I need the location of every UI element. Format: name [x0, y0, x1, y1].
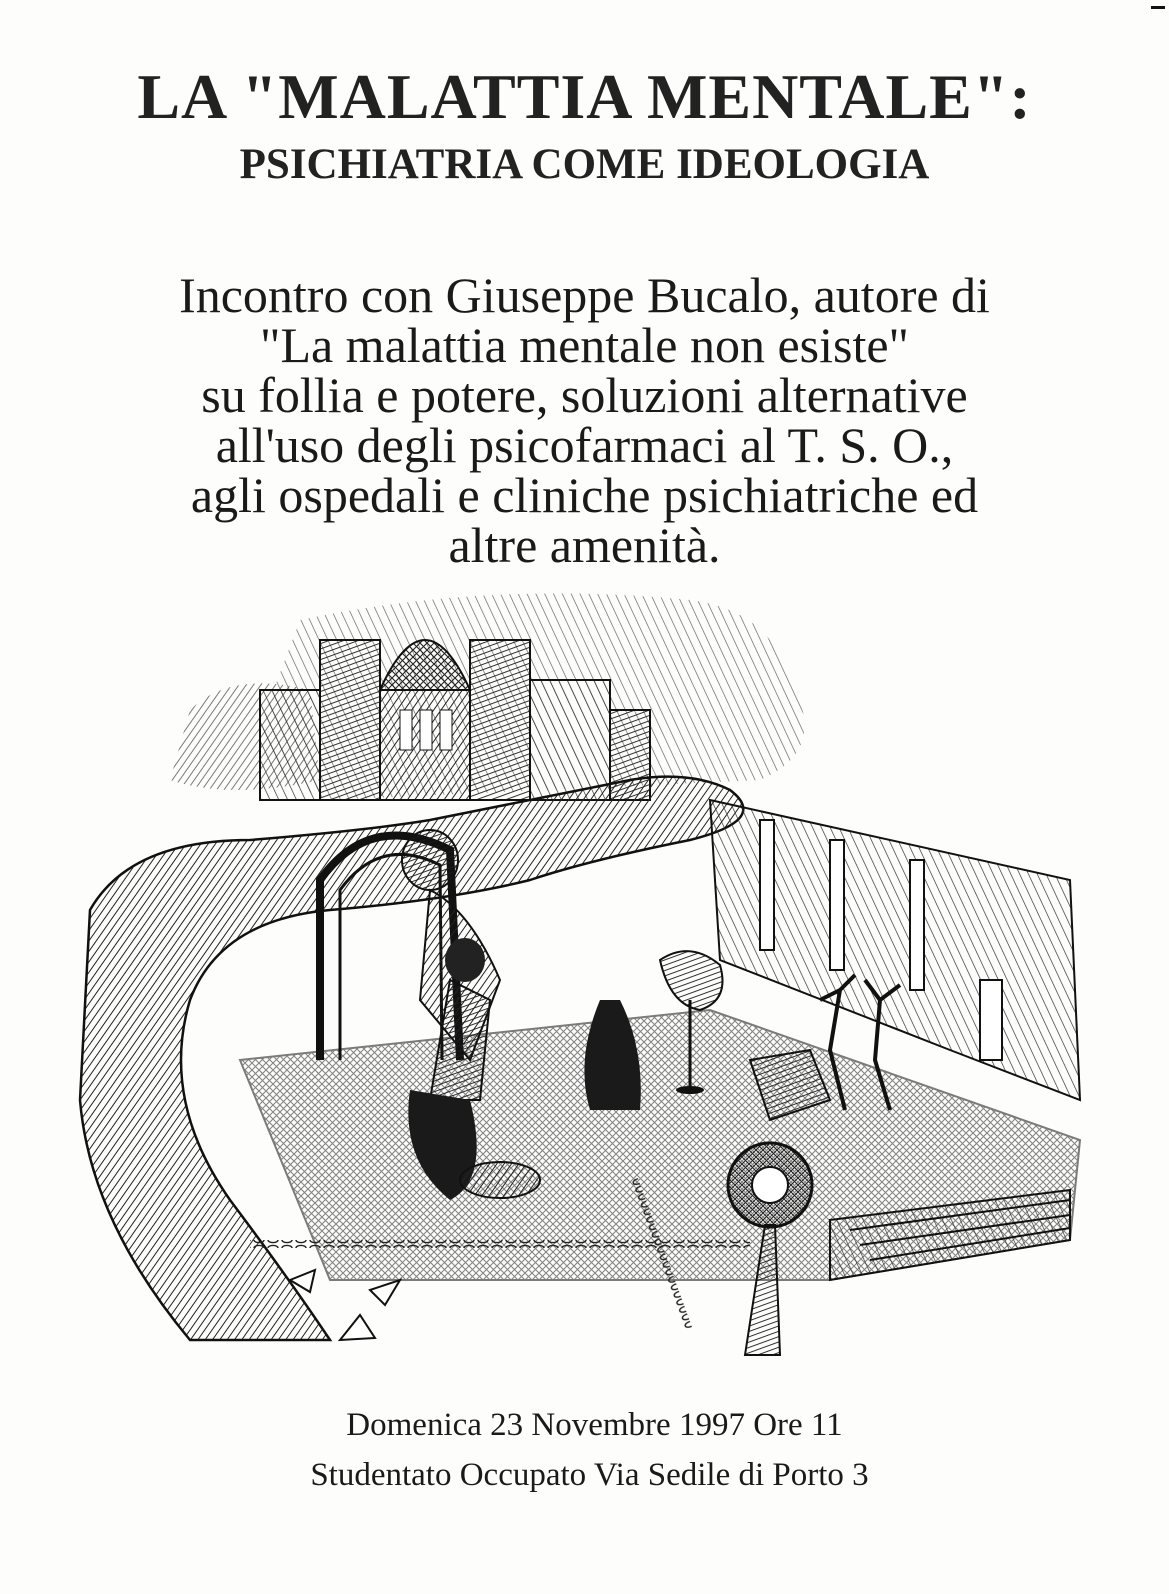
bowl [460, 1162, 540, 1198]
ink-illustration [70, 580, 1100, 1360]
description-line: "La malattia mentale non esiste" [260, 317, 909, 373]
chain [250, 1240, 750, 1248]
scan-corner-mark [1151, 6, 1165, 9]
description-line: agli ospedali e cliniche psichiatriche ed [190, 467, 979, 523]
description-line: altre amenità. [448, 517, 721, 573]
event-date-time: Domenica 23 Novembre 1997 Ore 11 [346, 1407, 843, 1443]
description-line: all'uso degli psicofarmaci al T. S. O., [215, 417, 954, 473]
description-line: Incontro con Giuseppe Bucalo, autore di [179, 267, 990, 323]
description-line: su follia e potere, soluzioni alternative [201, 367, 968, 423]
poster-subtitle: PSICHIATRIA COME IDEOLOGIA [239, 141, 930, 188]
event-venue: Studentato Occupato Via Sedile di Porto 3 [310, 1457, 869, 1493]
poster-title: LA "MALATTIA MENTALE": [137, 61, 1032, 132]
event-description [80, 267, 1089, 573]
